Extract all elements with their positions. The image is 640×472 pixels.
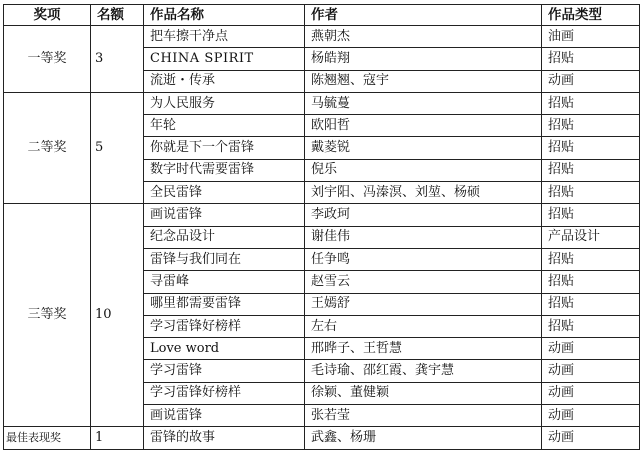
header-award: 奖项 (4, 5, 91, 26)
author-cell: 邢晔子、王哲慧 (305, 338, 542, 360)
type-cell: 招贴 (542, 48, 640, 70)
type-cell: 动画 (542, 338, 640, 360)
type-cell: 招贴 (542, 137, 640, 159)
award-cell: 一等奖 (4, 26, 91, 93)
author-cell: 欧阳哲 (305, 115, 542, 137)
work-cell: CHINA SPIRIT (144, 48, 305, 70)
author-cell: 李政珂 (305, 204, 542, 226)
work-cell: 流逝・传承 (144, 70, 305, 92)
count-cell: 10 (91, 204, 144, 427)
table-row (4, 26, 640, 48)
work-cell: 画说雷锋 (144, 204, 305, 226)
author-cell: 任争鸣 (305, 248, 542, 270)
work-cell: 画说雷锋 (144, 405, 305, 427)
author-cell: 刘宇阳、冯溱溟、刘堃、杨硕 (305, 182, 542, 204)
author-cell: 左右 (305, 315, 542, 337)
type-cell: 动画 (542, 70, 640, 92)
type-cell: 油画 (542, 26, 640, 48)
header-row (4, 5, 640, 26)
work-cell: 数字时代需要雷锋 (144, 159, 305, 181)
type-cell: 动画 (542, 427, 640, 449)
work-cell: 寻雷峰 (144, 271, 305, 293)
work-cell: 学习雷锋好榜样 (144, 315, 305, 337)
type-cell: 招贴 (542, 182, 640, 204)
author-cell: 张若莹 (305, 405, 542, 427)
count-cell: 3 (91, 26, 144, 93)
award-cell: 最佳表现奖 (4, 427, 91, 449)
count-cell: 5 (91, 92, 144, 203)
author-cell: 王嫣舒 (305, 293, 542, 315)
work-cell: Love word (144, 338, 305, 360)
award-cell: 二等奖 (4, 92, 91, 203)
header-author: 作者 (305, 5, 542, 26)
type-cell: 招贴 (542, 248, 640, 270)
type-cell: 动画 (542, 360, 640, 382)
work-cell: 把车擦干净点 (144, 26, 305, 48)
awards-table (3, 4, 640, 450)
type-cell: 招贴 (542, 92, 640, 114)
type-cell: 招贴 (542, 271, 640, 293)
type-cell: 招贴 (542, 315, 640, 337)
author-cell: 谢佳伟 (305, 226, 542, 248)
work-cell: 纪念品设计 (144, 226, 305, 248)
author-cell: 倪乐 (305, 159, 542, 181)
author-cell: 武鑫、杨珊 (305, 427, 542, 449)
type-cell: 动画 (542, 382, 640, 404)
author-cell: 杨皓翔 (305, 48, 542, 70)
type-cell: 招贴 (542, 159, 640, 181)
author-cell: 戴菱锐 (305, 137, 542, 159)
type-cell: 产品设计 (542, 226, 640, 248)
header-count: 名额 (91, 5, 144, 26)
header-type: 作品类型 (542, 5, 640, 26)
author-cell: 赵雪云 (305, 271, 542, 293)
type-cell: 招贴 (542, 204, 640, 226)
author-cell: 徐颖、董健颖 (305, 382, 542, 404)
work-cell: 雷锋与我们同在 (144, 248, 305, 270)
work-cell: 为人民服务 (144, 92, 305, 114)
author-cell: 燕朝杰 (305, 26, 542, 48)
header-work: 作品名称 (144, 5, 305, 26)
work-cell: 学习雷锋 (144, 360, 305, 382)
type-cell: 招贴 (542, 293, 640, 315)
work-cell: 你就是下一个雷锋 (144, 137, 305, 159)
work-cell: 哪里都需要雷锋 (144, 293, 305, 315)
work-cell: 学习雷锋好榜样 (144, 382, 305, 404)
award-cell: 三等奖 (4, 204, 91, 427)
type-cell: 动画 (542, 405, 640, 427)
table-row (4, 427, 640, 449)
work-cell: 雷锋的故事 (144, 427, 305, 449)
count-cell: 1 (91, 427, 144, 449)
work-cell: 年轮 (144, 115, 305, 137)
type-cell: 招贴 (542, 115, 640, 137)
table-row (4, 204, 640, 226)
author-cell: 毛诗瑜、邵红霞、龚宇慧 (305, 360, 542, 382)
table-row (4, 92, 640, 114)
work-cell: 全民雷锋 (144, 182, 305, 204)
author-cell: 陈翘翘、寇宇 (305, 70, 542, 92)
author-cell: 马毓蔓 (305, 92, 542, 114)
